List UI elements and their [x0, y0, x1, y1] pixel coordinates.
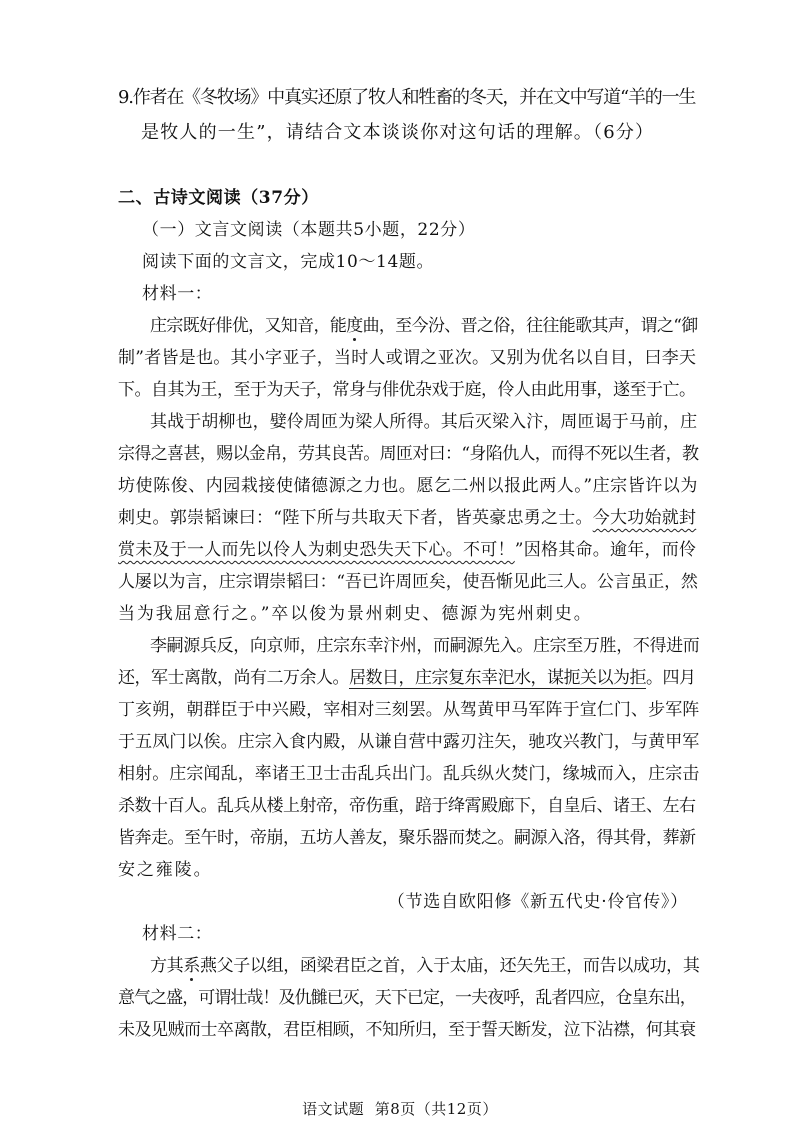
m1-p3-line-7: 皆奔走。至午时，帝崩，五坊人善友，聚乐器而焚之。嗣源入洛，得其骨，葬新 — [118, 828, 696, 848]
subsection-heading: （一）文言文阅读（本题共5小题，22分） — [142, 220, 476, 240]
text-segment: 方其 — [150, 956, 184, 976]
m1-p2-line-6: 人屡以为言，庄宗谓崇韬曰：“吾已许周匝矣，使吾惭见此三人。公言虽正，然 — [118, 572, 698, 592]
m1-p2-line-5 — [118, 538, 696, 562]
source-citation: （节选自欧阳修《新五代史·伶官传》） — [387, 892, 688, 912]
text-segment: 。四月 — [646, 668, 696, 688]
m1-p3-line-5: 相射。庄宗闻乱，率诸王卫士击乱兵出门。乱兵纵火焚门，缘城而入，庄宗击 — [118, 764, 700, 784]
m1-p3-line-2 — [118, 666, 696, 690]
m2-line-2: 意气之盛，可谓壮哉！及仇雠已灭，天下已定，一夫夜呼，乱者四应，仓皇东出， — [118, 988, 696, 1008]
m1-p3-line-3: 丁亥朔，朝群臣于中兴殿，宰相对三刻罢。从驾黄甲马军阵于宣仁门、步军阵 — [118, 700, 700, 720]
text-segment: 刺史。郭崇韬谏曰：“陛下所与共取天下者，皆英豪忠勇之士。 — [118, 508, 593, 528]
underlined-sentence: 居数日，庄宗复东幸汜水，谋扼关以为拒 — [349, 668, 646, 688]
text-segment: 还，军士离散，尚有二万余人。 — [118, 668, 349, 688]
text-segment: 曲，至今汾、晋之俗，往往能歌其声，谓之“御 — [362, 316, 698, 336]
m2-line-3: 未及见贼而士卒离散，君臣相顾，不知所归，至于誓天断发，泣下沾襟，何其衰 — [118, 1020, 696, 1040]
m1-p2-line-1: 其战于胡柳也，嬖伶周匝为梁人所得。其后灭梁入汴，周匝谒于马前，庄 — [150, 412, 698, 432]
m1-p1-line-2: 制”者皆是也。其小字亚子，当时人或谓之亚次。又别为优名以自目，曰李天 — [118, 348, 697, 368]
question-9-line-1: 9.作者在《冬牧场》中真实还原了牧人和牲畜的冬天，并在文中写道“羊的一生 — [118, 87, 696, 108]
material-2-label: 材料二： — [142, 924, 213, 944]
emphasis-dot-word: 度 — [346, 316, 363, 336]
wavy-underlined-sentence: 赏未及于一人而先以伶人为刺史恐失天下心。不可！ — [118, 540, 515, 560]
section-heading: 二、古诗文阅读（37分） — [118, 188, 319, 208]
m1-p2-line-7: 当为我屈意行之。”卒以俊为景州刺史、德源为宪州刺史。 — [118, 604, 593, 624]
m1-p3-line-8: 安之雍陵。 — [118, 860, 213, 880]
page-footer: 语文试题 第8页（共12页） — [302, 1100, 498, 1118]
m1-p2-line-4 — [118, 506, 696, 530]
question-9-line-2: 是牧人的一生”，请结合文本谈谈你对这句话的理解。（6分） — [141, 122, 655, 143]
wavy-underlined-sentence: 今大功始就封 — [592, 508, 697, 528]
m1-p1-line-1 — [150, 314, 698, 338]
reading-instruction: 阅读下面的文言文，完成10～14题。 — [142, 252, 435, 272]
m1-p2-line-3: 坊使陈俊、内园栽接使储德源之力也。愿乞二州以报此两人。”庄宗皆许以为 — [118, 476, 698, 496]
text-segment: ”因格其命。逾年，而伶 — [514, 540, 697, 560]
m1-p3-line-6: 杀数十百人。乱兵从楼上射帝，帝伤重，踣于绛霄殿廊下，自皇后、诸王、左右 — [118, 796, 696, 816]
m1-p3-line-4: 于五凤门以俟。庄宗入食内殿，从谦自营中露刃注矢，驰攻兴教门，与黄甲军 — [118, 732, 700, 752]
emphasis-dot-word: 系 — [183, 956, 200, 976]
m1-p3-line-1: 李嗣源兵反，向京师，庄宗东幸汴州，而嗣源先入。庄宗至万胜，不得进而 — [150, 636, 700, 656]
material-1-label: 材料一： — [142, 284, 213, 304]
m1-p1-line-3: 下。自其为王，至于为天子，常身与俳优杂戏于庭，伶人由此用事，遂至于亡。 — [118, 380, 696, 400]
m2-line-1 — [150, 954, 699, 978]
m1-p2-line-2: 宗得之喜甚，赐以金帛，劳其良苦。周匝对曰：“身陷仇人，而得不死以生者，教 — [118, 444, 699, 464]
text-segment: 燕父子以组，函梁君臣之首，入于太庙，还矢先王，而告以成功，其 — [199, 956, 700, 976]
text-segment: 庄宗既好俳优，又知音，能 — [150, 316, 347, 336]
